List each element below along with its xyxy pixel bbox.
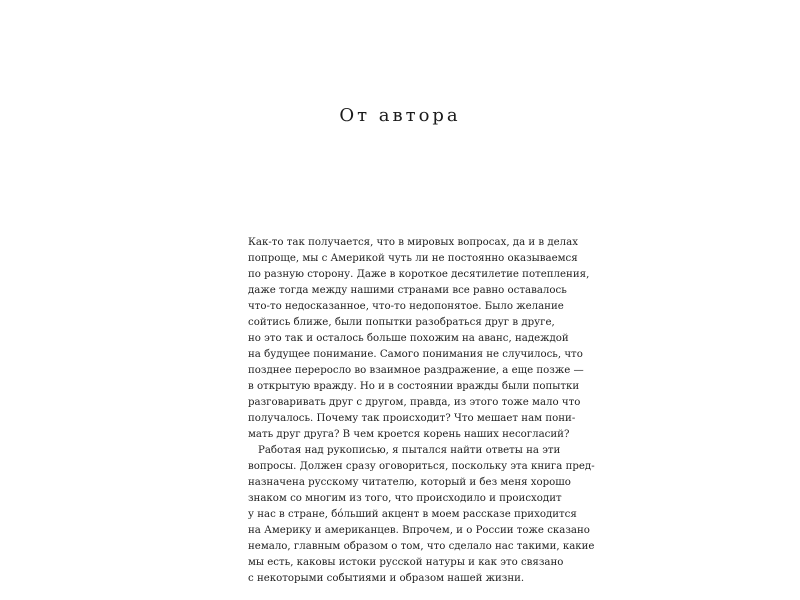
text-line: немало, главным образом о том, что сделало нас такими, какие — [248, 541, 595, 552]
text-line: вопросы. Должен сразу оговориться, поскольку эта книга пред- — [248, 461, 595, 472]
text-line: назначена русскому читателю, который и без меня хорошо — [248, 477, 571, 488]
text-line: мать друг друга? В чем кроется корень наших несогласий? — [248, 429, 570, 440]
text-line: знаком со многим из того, что происходило и происходит — [248, 493, 562, 504]
text-line: позднее переросло во взаимное раздражение, а еще позже — — [248, 365, 584, 376]
text-line: с некоторыми событиями и образом нашей жизни. — [248, 573, 525, 584]
text-line: что-то недосказанное, что-то недопонятое. Было желание — [248, 301, 564, 312]
text-line: но это так и осталось больше похожим на аванс, надеждой — [248, 333, 569, 344]
text-line: даже тогда между нашими странами все равно оставалось — [248, 285, 567, 296]
text-line: на будущее понимание. Самого понимания не случилось, что — [248, 349, 583, 360]
text-line: сойтись ближе, были попытки разобраться друг в друге, — [248, 317, 555, 328]
text-line: Как-то так получается, что в мировых вопросах, да и в делах — [248, 237, 578, 248]
text-line: Работая над рукописью, я пытался найти ответы на эти — [258, 445, 561, 456]
paragraph-2 — [248, 443, 595, 587]
chapter-title: От автора — [339, 105, 461, 126]
text-line: мы есть, каковы истоки русской натуры и как это связано — [248, 557, 564, 568]
text-line: в открытую вражду. Но и в состоянии вражды были попытки — [248, 381, 580, 392]
text-line: попроще, мы с Америкой чуть ли не постоянно оказываемся — [248, 253, 578, 264]
text-line: получалось. Почему так происходит? Что мешает нам пони- — [248, 413, 576, 424]
text-line: по разную сторону. Даже в короткое десятилетие потепления, — [248, 269, 590, 280]
text-line: разговаривать друг с другом, правда, из этого тоже мало что — [248, 397, 581, 408]
paragraph-1 — [248, 235, 590, 443]
body-text — [248, 235, 595, 587]
text-line: на Америку и американцев. Впрочем, и о России тоже сказано — [248, 525, 590, 536]
text-line: у нас в стране, бо́льший акцент в моем рассказе приходится — [248, 509, 577, 520]
